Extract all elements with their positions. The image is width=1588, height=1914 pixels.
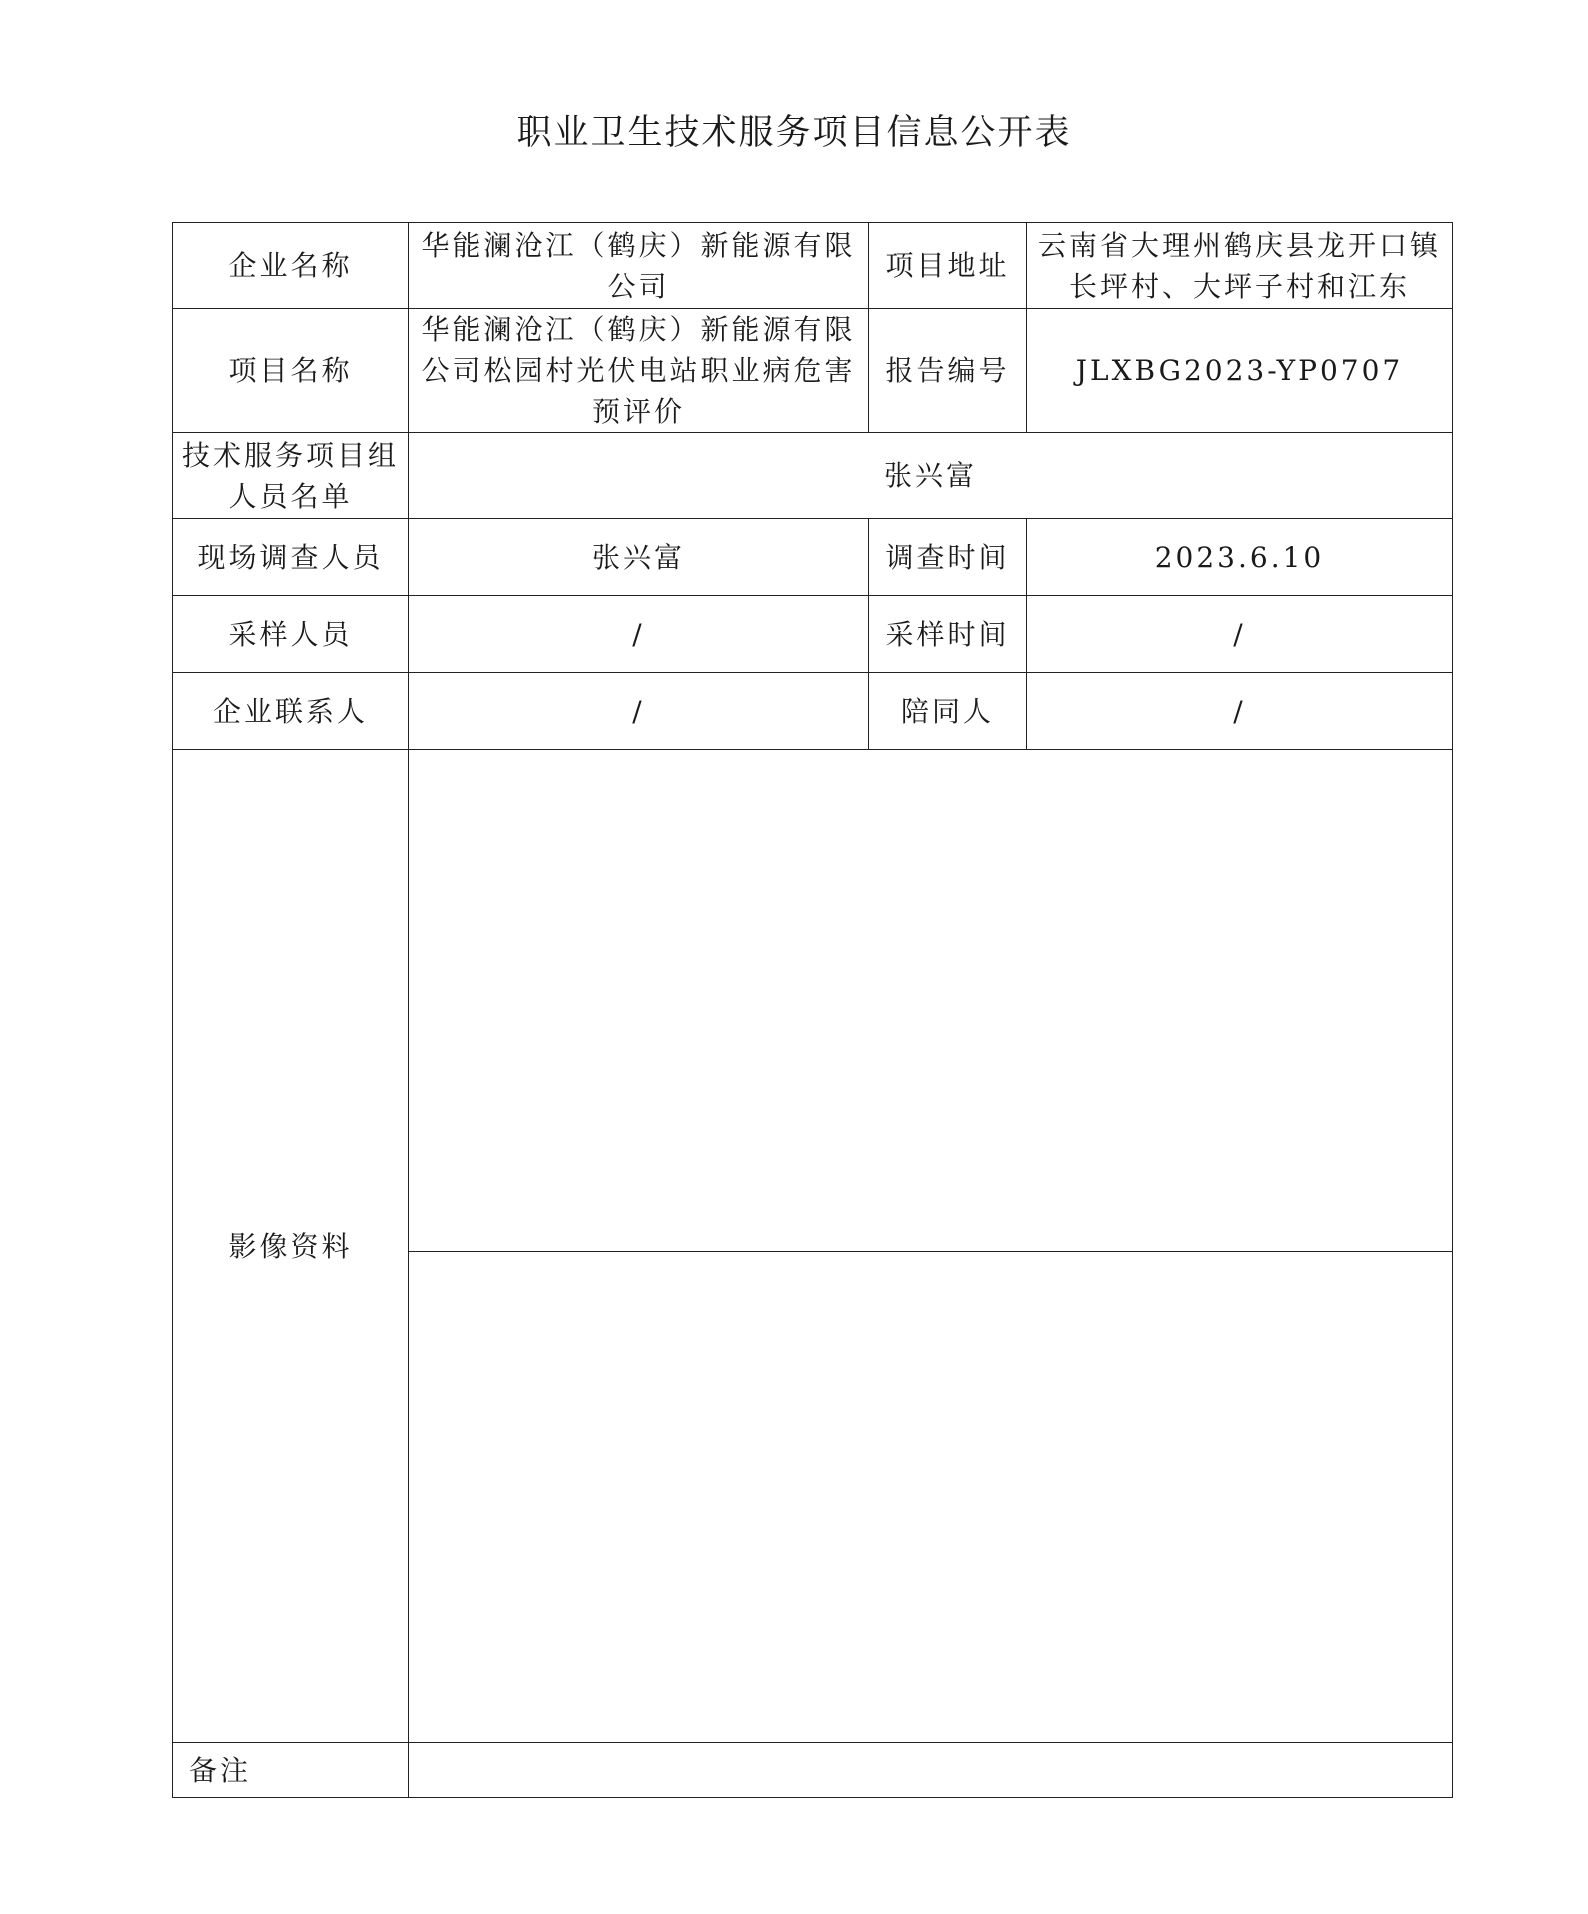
survey-time-value: 2023.6.10	[1027, 519, 1453, 596]
survey-time-label: 调查时间	[869, 519, 1027, 596]
company-contact-value: /	[409, 673, 869, 750]
page-title: 职业卫生技术服务项目信息公开表	[516, 113, 1072, 153]
companion-value: /	[1027, 673, 1453, 750]
notes-label: 备注	[173, 1743, 409, 1798]
project-name-value: 华能澜沧江（鹤庆）新能源有限公司松园村光伏电站职业病危害预评价	[409, 309, 869, 433]
row-team	[173, 433, 1453, 519]
project-address-label: 项目地址	[869, 223, 1027, 309]
notes-value	[409, 1743, 1453, 1798]
company-name-value: 华能澜沧江（鹤庆）新能源有限公司	[409, 223, 869, 309]
row-sampling	[173, 596, 1453, 673]
project-address-value: 云南省大理州鹤庆县龙开口镇长坪村、大坪子村和江东	[1027, 223, 1453, 309]
sampling-staff-value: /	[409, 596, 869, 673]
survey-staff-value: 张兴富	[409, 519, 869, 596]
project-name-label: 项目名称	[173, 309, 409, 433]
companion-label: 陪同人	[869, 673, 1027, 750]
sampling-time-label: 采样时间	[869, 596, 1027, 673]
row-project	[173, 309, 1453, 433]
sampling-time-value: /	[1027, 596, 1453, 673]
company-contact-label: 企业联系人	[173, 673, 409, 750]
info-table	[172, 222, 1453, 1798]
report-number-value: JLXBG2023-YP0707	[1027, 309, 1453, 433]
survey-staff-label: 现场调查人员	[173, 519, 409, 596]
team-members-label: 技术服务项目组人员名单	[173, 433, 409, 519]
image-materials-label: 影像资料	[173, 750, 409, 1743]
image-slot-2	[409, 1252, 1453, 1743]
report-number-label: 报告编号	[869, 309, 1027, 433]
row-survey	[173, 519, 1453, 596]
row-contact	[173, 673, 1453, 750]
row-company	[173, 223, 1453, 309]
image-slot-1	[409, 750, 1453, 1252]
row-images-top	[173, 750, 1453, 1252]
company-name-label: 企业名称	[173, 223, 409, 309]
sampling-staff-label: 采样人员	[173, 596, 409, 673]
team-members-value: 张兴富	[409, 433, 1453, 519]
row-notes	[173, 1743, 1453, 1798]
